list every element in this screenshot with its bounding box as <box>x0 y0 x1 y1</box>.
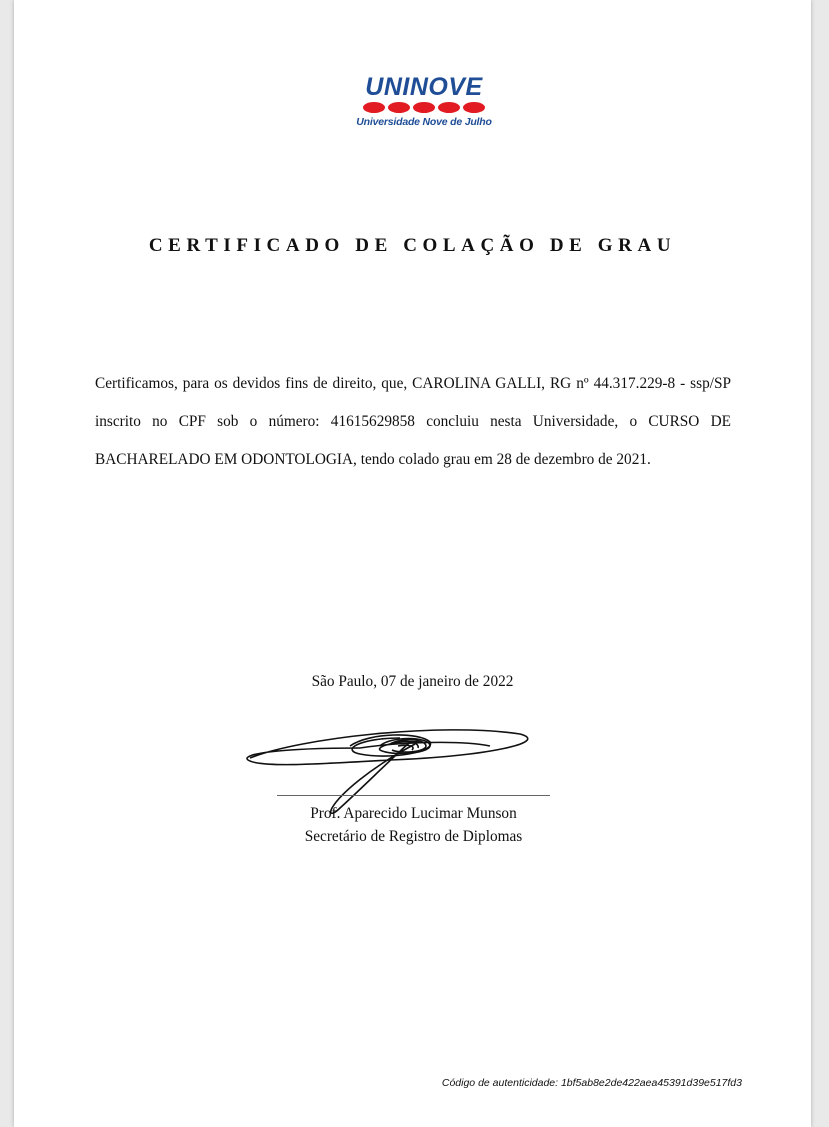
place-date <box>14 673 811 691</box>
logo-dot <box>388 102 410 113</box>
certificate-title: CERTIFICADO DE COLAÇÃO DE GRAU <box>148 235 677 256</box>
signer-name: Prof. Aparecido Lucimar Munson <box>310 805 517 822</box>
signer-block <box>277 802 550 848</box>
certificate-body: Certificamos, para os devidos fins de direito, que, CAROLINA GALLI, RG nº 44.317.229-8 - ssp/SP inscrito no CPF sob o número: 41615629858 concluiu nesta Universidade, o CURSO DE BACHARELADO EM ODONTOLOGIA, tendo colado grau em 28 de dezembro de 2021. <box>95 375 731 468</box>
logo-dot <box>463 102 485 113</box>
logo-dot <box>363 102 385 113</box>
logo-wordmark: UNINOVE <box>365 73 483 101</box>
logo-dot <box>413 102 435 113</box>
authenticity-code: Código de autenticidade: 1bf5ab8e2de422aea45391d39e517fd3 <box>441 1077 742 1089</box>
signature-line <box>277 795 550 796</box>
uninove-logo <box>356 74 492 128</box>
signer-role: Secretário de Registro de Diplomas <box>304 828 523 845</box>
document-page <box>14 0 811 1127</box>
logo-dot <box>438 102 460 113</box>
logo-dots <box>356 102 492 113</box>
logo-subtitle: Universidade Nove de Julho <box>356 116 492 128</box>
place-date-text: São Paulo, 07 de janeiro de 2022 <box>311 673 514 690</box>
